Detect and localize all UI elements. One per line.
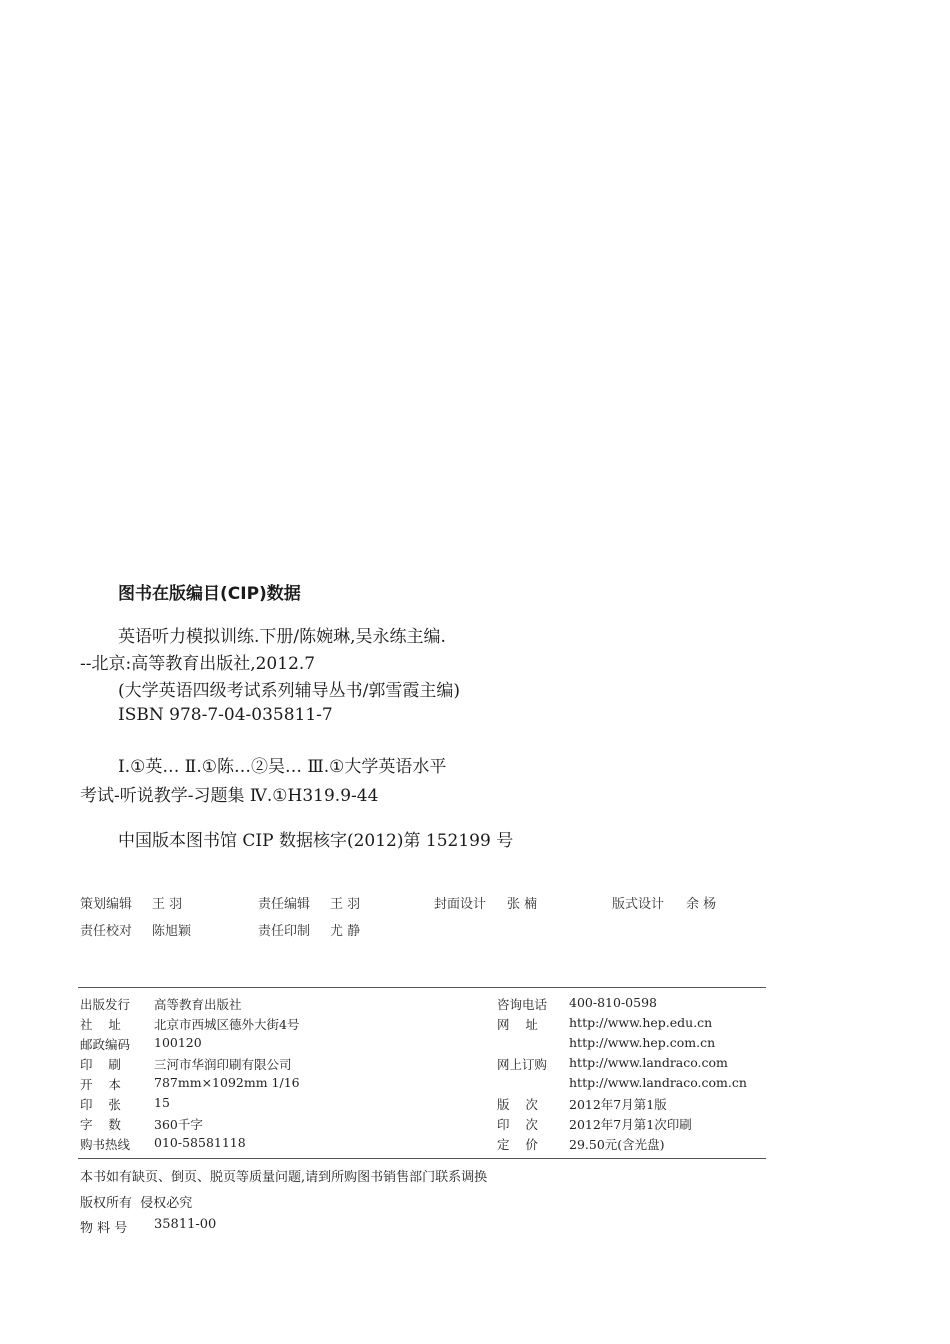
cip-series: (大学英语四级考试系列辅导丛书/郭雪霞主编) bbox=[118, 681, 460, 701]
info-right-value-6: 2012年7月第1次印刷 bbox=[569, 1117, 692, 1132]
info-right-value-1: http://www.hep.edu.cn bbox=[569, 1015, 713, 1030]
cip-record-number: 中国版本图书馆 CIP 数据核字(2012)第 152199 号 bbox=[118, 831, 514, 851]
credit-proof-value: 陈旭颖 bbox=[152, 924, 192, 939]
info-left-label-7: 购书热线 bbox=[80, 1137, 131, 1152]
info-right-value-7: 29.50元(含光盘) bbox=[569, 1137, 665, 1152]
info-right-label-6: 印 次 bbox=[497, 1117, 538, 1132]
info-left-value-4: 787mm×1092mm 1/16 bbox=[154, 1075, 300, 1090]
credit-format-value: 余 杨 bbox=[686, 897, 717, 912]
info-bottom-rule bbox=[78, 1158, 766, 1159]
info-right-value-0: 400-810-0598 bbox=[569, 995, 657, 1010]
credit-cover-value: 张 楠 bbox=[507, 897, 538, 912]
cip-isbn: ISBN 978-7-04-035811-7 bbox=[118, 705, 333, 725]
info-left-value-1: 北京市西城区德外大街4号 bbox=[154, 1017, 300, 1032]
info-right-value-3: http://www.landraco.com bbox=[569, 1055, 728, 1070]
cip-title: 图书在版编目(CIP)数据 bbox=[118, 584, 301, 604]
credit-editor-label: 责任编辑 bbox=[258, 897, 311, 912]
info-right-value-5: 2012年7月第1版 bbox=[569, 1097, 667, 1112]
info-right-label-3: 网上订购 bbox=[497, 1057, 548, 1072]
material-number-label: 物 料 号 bbox=[80, 1221, 128, 1236]
info-right-label-5: 版 次 bbox=[497, 1097, 538, 1112]
info-left-value-5: 15 bbox=[154, 1095, 170, 1110]
info-left-label-1: 社 址 bbox=[80, 1017, 121, 1032]
info-left-label-6: 字 数 bbox=[80, 1117, 121, 1132]
info-left-label-4: 开 本 bbox=[80, 1077, 121, 1092]
cip-classification-1: Ⅰ.①英… Ⅱ.①陈…②吴… Ⅲ.①大学英语水平 bbox=[118, 757, 447, 777]
info-right-value-2: http://www.hep.com.cn bbox=[569, 1035, 716, 1050]
info-left-label-3: 印 刷 bbox=[80, 1057, 121, 1072]
credit-format-label: 版式设计 bbox=[612, 897, 665, 912]
credit-print-value: 尤 静 bbox=[330, 924, 361, 939]
info-left-value-7: 010-58581118 bbox=[154, 1135, 246, 1150]
credit-plan-value: 王 羽 bbox=[152, 897, 183, 912]
info-left-value-3: 三河市华润印刷有限公司 bbox=[154, 1057, 292, 1072]
credit-print-label: 责任印制 bbox=[258, 924, 311, 939]
info-left-value-6: 360千字 bbox=[154, 1117, 203, 1132]
cip-book-title: 英语听力模拟训练.下册/陈婉琳,吴永练主编. bbox=[118, 627, 446, 647]
info-top-rule bbox=[78, 987, 766, 988]
info-left-label-2: 邮政编码 bbox=[80, 1037, 131, 1052]
cip-publisher: --北京:高等教育出版社,2012.7 bbox=[80, 654, 316, 674]
info-right-label-7: 定 价 bbox=[497, 1137, 538, 1152]
material-number-value: 35811-00 bbox=[154, 1217, 217, 1232]
info-left-label-0: 出版发行 bbox=[80, 997, 131, 1012]
info-left-value-0: 高等教育出版社 bbox=[154, 997, 242, 1012]
quality-notice: 本书如有缺页、倒页、脱页等质量问题,请到所购图书销售部门联系调换 bbox=[80, 1170, 488, 1185]
credit-proof-label: 责任校对 bbox=[80, 924, 133, 939]
cip-classification-2: 考试-听说教学-习题集 Ⅳ.①H319.9-44 bbox=[80, 786, 379, 806]
info-left-value-2: 100120 bbox=[154, 1035, 202, 1050]
info-right-label-0: 咨询电话 bbox=[497, 997, 548, 1012]
credit-editor-value: 王 羽 bbox=[330, 897, 361, 912]
info-right-label-1: 网 址 bbox=[497, 1017, 538, 1032]
copyright-notice: 版权所有 侵权必究 bbox=[80, 1196, 193, 1211]
credit-cover-label: 封面设计 bbox=[434, 897, 487, 912]
info-left-label-5: 印 张 bbox=[80, 1097, 121, 1112]
credit-plan-label: 策划编辑 bbox=[80, 897, 133, 912]
info-right-value-4: http://www.landraco.com.cn bbox=[569, 1075, 747, 1090]
